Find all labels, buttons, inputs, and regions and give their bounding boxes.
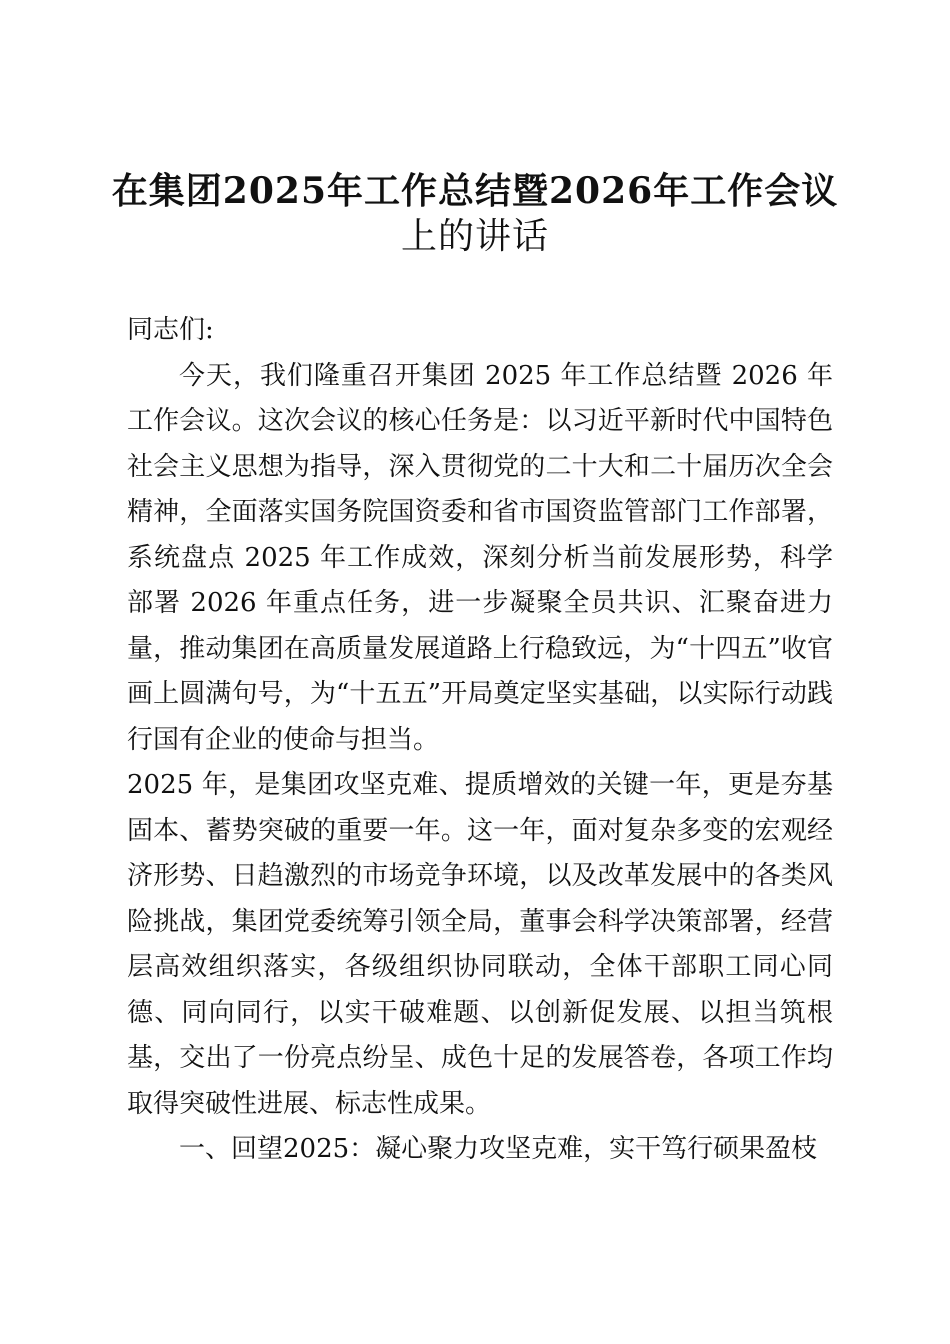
paragraph-review: 2025 年，是集团攻坚克难、提质增效的关键一年，更是夯基固本、蓄势突破的重要一年。这一年，面对复杂多变的宏观经济形势、日趋激烈的市场竞争环境，以及改革发展中的各类风险挑战，集团党委统筹引领全局，董事会科学决策部署，经营层高效组织落实，各级组织协同联动，全体干部职工同心同德、同向同行，以实干破难题、以创新促发展、以担当筑根基，交出了一份亮点纷呈、成色十足的发展答卷，各项工作均取得突破性进展、标志性成果。 (127, 770, 833, 1119)
document-body (127, 308, 833, 1173)
salutation: 同志们: (127, 315, 214, 345)
document-title-line1: 在集团2025年工作总结暨2026年工作会议 (111, 170, 839, 212)
section-heading: 一、回望2025：凝心聚力攻坚克难，实干笃行硕果盈枝 (179, 1134, 818, 1164)
paragraph-opening: 今天，我们隆重召开集团 2025 年工作总结暨 2026 年工作会议。这次会议的核心任务是：以习近平新时代中国特色社会主义思想为指导，深入贯彻党的二十大和二十届历次全会精神，全面落实国务院国资委和省市国资监管部门工作部署，系统盘点 2025 年工作成效，深刻分析当前发展形势，科学部署 2026 年重点任务，进一步凝聚全员共识、汇聚奋进力量，推动集团在高质量发展道路上行稳致远，为“十四五”收官画上圆满句号，为“十五五”开局奠定坚实基础，以实际行动践行国有企业的使命与担当。 (127, 360, 833, 755)
document-title-line2: 上的讲话 (400, 216, 549, 257)
